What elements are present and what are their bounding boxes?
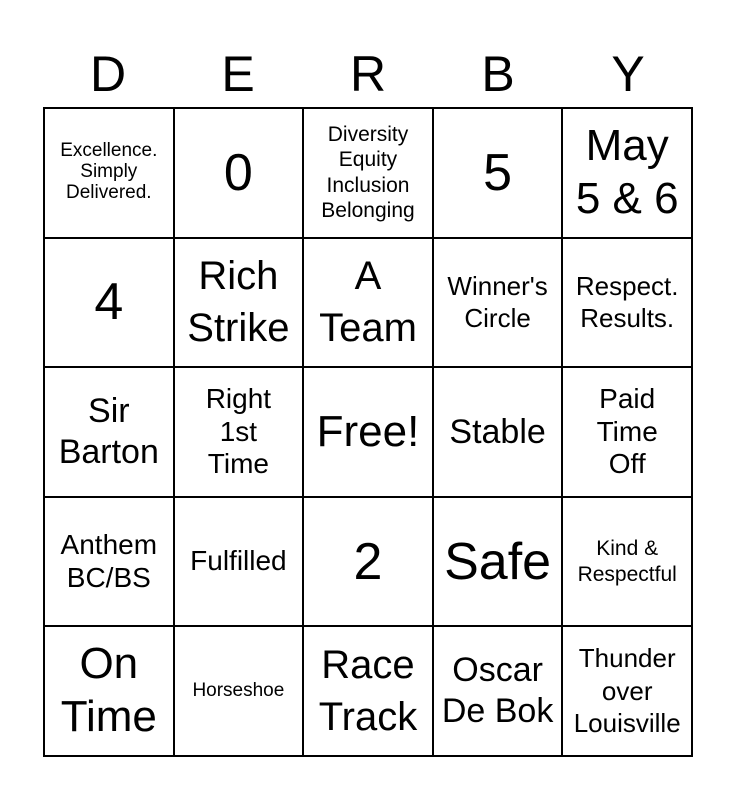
bingo-cell-label: Winner's Circle	[447, 270, 548, 334]
header-letter-y: Y	[611, 46, 645, 102]
bingo-cell-r2c1[interactable]	[45, 239, 175, 369]
bingo-cell-r5c3[interactable]	[304, 627, 434, 757]
bingo-cell-label: On Time	[60, 639, 157, 742]
bingo-board	[43, 107, 693, 757]
bingo-cell-r4c5[interactable]	[563, 498, 693, 628]
bingo-cell-r4c2[interactable]	[175, 498, 305, 628]
bingo-cell-r2c5[interactable]	[563, 239, 693, 369]
bingo-cell-label: Rich Strike	[187, 254, 290, 351]
bingo-cell-label: Oscar De Bok	[441, 651, 554, 731]
bingo-cell-r5c4[interactable]	[434, 627, 564, 757]
bingo-cell-label: Safe	[444, 532, 552, 591]
header-letter-b: B	[481, 46, 515, 102]
bingo-cell-label: Horseshoe	[192, 679, 285, 701]
bingo-cell-r5c2[interactable]	[175, 627, 305, 757]
bingo-cell-r4c1[interactable]	[45, 498, 175, 628]
bingo-cell-free-space[interactable]	[304, 368, 434, 498]
bingo-cell-label: Race Track	[318, 643, 418, 740]
bingo-cell-label: Respect. Results.	[575, 270, 679, 334]
header-letter-r: R	[349, 46, 387, 102]
bingo-cell-r1c2[interactable]	[175, 109, 305, 239]
bingo-cell-r2c4[interactable]	[434, 239, 564, 369]
bingo-cell-label: Free!	[316, 406, 420, 456]
bingo-cell-label: 5	[483, 143, 513, 202]
bingo-cell-label: Anthem BC/BS	[60, 528, 158, 593]
header-letter-d: D	[89, 46, 127, 102]
bingo-cell-r2c3[interactable]	[304, 239, 434, 369]
header-letter-e: E	[221, 46, 255, 102]
bingo-cell-label: Kind & Respectful	[577, 536, 677, 586]
bingo-cell-r2c2[interactable]	[175, 239, 305, 369]
bingo-cell-r1c5[interactable]	[563, 109, 693, 239]
bingo-cell-r3c2[interactable]	[175, 368, 305, 498]
bingo-cell-r5c5[interactable]	[563, 627, 693, 757]
bingo-cell-r4c4[interactable]	[434, 498, 564, 628]
bingo-cell-label: Fulfilled	[190, 545, 287, 577]
bingo-cell-r3c4[interactable]	[434, 368, 564, 498]
bingo-cell-label: Diversity Equity Inclusion Belonging	[321, 122, 415, 223]
bingo-cell-r3c1[interactable]	[45, 368, 175, 498]
bingo-cell-label: 4	[94, 273, 124, 332]
bingo-cell-r5c1[interactable]	[45, 627, 175, 757]
bingo-header	[43, 40, 693, 108]
bingo-cell-r3c5[interactable]	[563, 368, 693, 498]
bingo-cell-r4c3[interactable]	[304, 498, 434, 628]
bingo-cell-label: 0	[223, 143, 253, 202]
bingo-cell-r1c4[interactable]	[434, 109, 564, 239]
bingo-cell-label: Excellence. Simply Delivered.	[60, 140, 158, 204]
bingo-cell-label: Stable	[449, 412, 546, 451]
bingo-cell-label: May 5 & 6	[575, 121, 679, 223]
bingo-cell-label: Sir Barton	[58, 392, 159, 471]
bingo-cell-r1c1[interactable]	[45, 109, 175, 239]
bingo-cell-label: A Team	[319, 254, 417, 351]
bingo-cell-label: Paid Time Off	[596, 382, 658, 480]
bingo-cell-label: 2	[353, 532, 383, 591]
bingo-cell-r1c3[interactable]	[304, 109, 434, 239]
bingo-cell-label: Thunder over Louisville	[573, 643, 681, 739]
bingo-cell-label: Right 1st Time	[205, 382, 272, 480]
